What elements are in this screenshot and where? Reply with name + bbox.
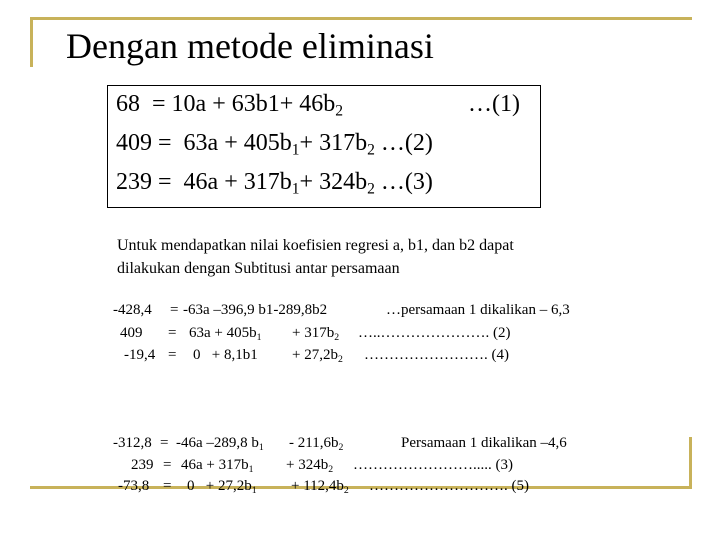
equation-1-sep: = [152,91,166,117]
block1-row-1-lhs: -428,4 [113,302,152,318]
block1-row-2-b: + $317b_2$ [292,325,340,343]
block1-row-3-eq: = [168,347,177,363]
block2-row-3-lhs: -73,8 [118,478,150,494]
equation-3 [116,168,433,196]
equation-1-ref: …(1) [468,91,520,117]
equation-box [107,85,541,208]
equation-3-sep: = [158,169,172,195]
equation-2-rhs-b: + 317b [299,130,368,156]
block2-row-3-b: + $112,4b_2$ [291,478,349,496]
block2-row-3-tail: ………………………. (5) [369,478,529,494]
block2-row-1-lhs: -312,8 [113,435,152,451]
block1-row-3-lhs: -19,4 [124,347,156,363]
equation-3-rhs-a: 46a + 317b [183,169,292,195]
block2-row-2-eq: = [163,457,172,473]
equation-3-sub-2: 2 [367,180,375,198]
block2-row-2-a: $46a + 317b_1$ [181,457,254,475]
block1-row-1-rhs: -63a –396,9 b1-289,8b2 [183,302,328,318]
block2-row-1-eq: = [160,435,169,451]
intro-line-2: dilakukan dengan Subtitusi antar persamaan [117,260,400,277]
block2-row-3-eq: = [163,478,172,494]
equation-2-rhs-a: 63a + 405b [183,130,292,156]
equation-1-lhs: 68 [116,91,140,117]
frame-right-line [689,437,692,489]
block1-row-2-eq: = [168,325,177,341]
block2-row-2-lhs: 239 [131,457,154,473]
block1-row-3-a: 0 + 8,1b1 [193,347,258,363]
block1-row-2-a: $63a + 405b_1$ [189,325,262,343]
block1-row-3-tail: ……………………. (4) [364,347,509,363]
block2-row-2-tail: ……………………..... (3) [353,457,513,473]
equation-2-lhs: 409 [116,130,152,156]
block2-row-2-b: + $324b_2$ [286,457,334,475]
block2-row-3-a: $0 + 27,2b_1$ [187,478,257,496]
intro-paragraph [117,234,514,280]
block1-row-2-tail: …..…………………. (2) [358,325,511,341]
intro-line-1: Untuk mendapatkan nilai koefisien regresi a, b1, dan b2 dapat [117,237,514,254]
equation-2-ref: …(2) [374,130,433,156]
slide-title: Dengan metode eliminasi [66,26,434,66]
equation-2-sub-1: 1 [291,141,300,159]
block1-row-2-lhs: 409 [120,325,143,341]
block1-row-3-b: + $27,2b_2$ [292,347,343,365]
frame-left-line [30,17,33,67]
equation-1-rhs: 10a + 63b1+ 46b [171,91,336,117]
block2-row-1-b: - $211,6b_2$ [289,435,344,453]
equation-3-rhs-b: + 324b [299,169,368,195]
block1-row-1-note: …persamaan 1 dikalikan – 6,3 [386,302,570,318]
equation-1 [116,90,520,120]
equation-3-sub-1: 1 [291,180,300,198]
equation-2-sub-2: 2 [367,141,375,159]
block2-row-1-a: -46a –289,8 $b_1$ [176,435,264,453]
block1-row-1-eq: = [170,302,179,318]
equation-3-ref: …(3) [374,169,433,195]
equation-3-lhs: 239 [116,169,152,195]
equation-1-sub: 2 [335,102,344,120]
equation-2 [116,129,433,157]
equation-2-sep: = [158,130,172,156]
block2-row-1-note: Persamaan 1 dikalikan –4,6 [401,435,567,451]
frame-top-line [30,17,692,20]
